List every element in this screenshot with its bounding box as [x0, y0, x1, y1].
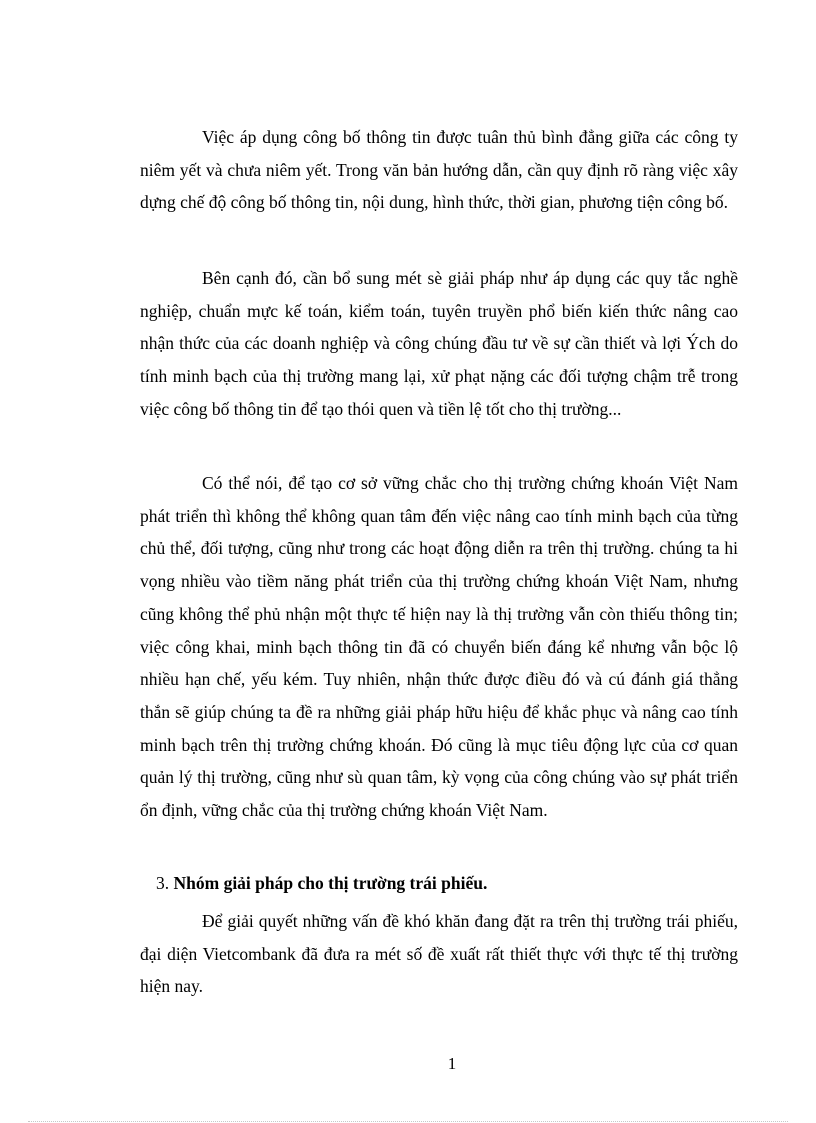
paragraph-disclosure-equality: [140, 121, 738, 219]
page-bottom-divider: [28, 1121, 788, 1122]
section-heading: [156, 869, 487, 897]
paragraph-supplementary-solutions: [140, 262, 738, 426]
page-number: 1: [447, 1054, 457, 1073]
paragraph-text: Có thể nói, để tạo cơ sở vững chắc cho thị trường chứng khoán Việt Nam phát triển thì không thể không quan tâm đến việc nâng cao tính minh bạch của từng chủ thể, đối tượng, cũng như trong các hoạt động diễn ra trên thị trường. chúng ta hi vọng nhiều vào tiềm năng phát triển của thị trường chứng khoán Việt Nam, nhưng cũng không thể phủ nhận một thực tế hiện nay là thị trường vẫn còn thiếu thông tin; việc công khai, minh bạch thông tin đã có chuyển biến đáng kể nhưng vẫn bộc lộ nhiều hạn chế, yếu kém. Tuy nhiên, nhận thức được điều đó và cú đánh giá thẳng thắn sẽ giúp chúng ta đề ra những giải pháp hữu hiệu để khắc phục và nâng cao tính minh bạch trên thị trường chứng khoán. Đó cũng là mục tiêu động lực của cơ quan quản lý thị trường, cũng như sù quan tâm, kỳ vọng của công chúng vào sự phát triển ổn định, vững chắc của thị trường chứng khoán Việt Nam.: [140, 473, 738, 821]
paragraph-text: Bên cạnh đó, cần bổ sung mét sè giải pháp như áp dụng các quy tắc nghề nghiệp, chuẩn mực kế toán, kiểm toán, tuyên truyền phổ biến kiến thức nâng cao nhận thức của các doanh nghiệp và công chúng đầu tư về sự cần thiết và lợi Ých do tính minh bạch của thị trường mang lại, xử phạt nặng các đối tượng chậm trễ trong việc công bố thông tin để tạo thói quen và tiền lệ tốt cho thị trường...: [140, 268, 738, 419]
paragraph-text: Việc áp dụng công bố thông tin được tuân thủ bình đẳng giữa các công ty niêm yết và chưa niêm yết. Trong văn bản hướng dẫn, cần quy định rõ ràng việc xây dựng chế độ công bố thông tin, nội dung, hình thức, thời gian, phương tiện công bố.: [140, 127, 738, 213]
paragraph-bond-market-intro: [140, 905, 738, 1003]
section-number: 3.: [156, 873, 170, 893]
paragraph-transparency-conclusion: [140, 467, 738, 827]
section-title: Nhóm giải pháp cho thị trường trái phiếu.: [173, 873, 488, 893]
paragraph-text: Để giải quyết những vấn đề khó khăn đang đặt ra trên thị trường trái phiếu, đại diện Vietcombank đã đưa ra mét số đề xuất rất thiết thực với thực tế thị trường hiện nay.: [140, 911, 738, 997]
